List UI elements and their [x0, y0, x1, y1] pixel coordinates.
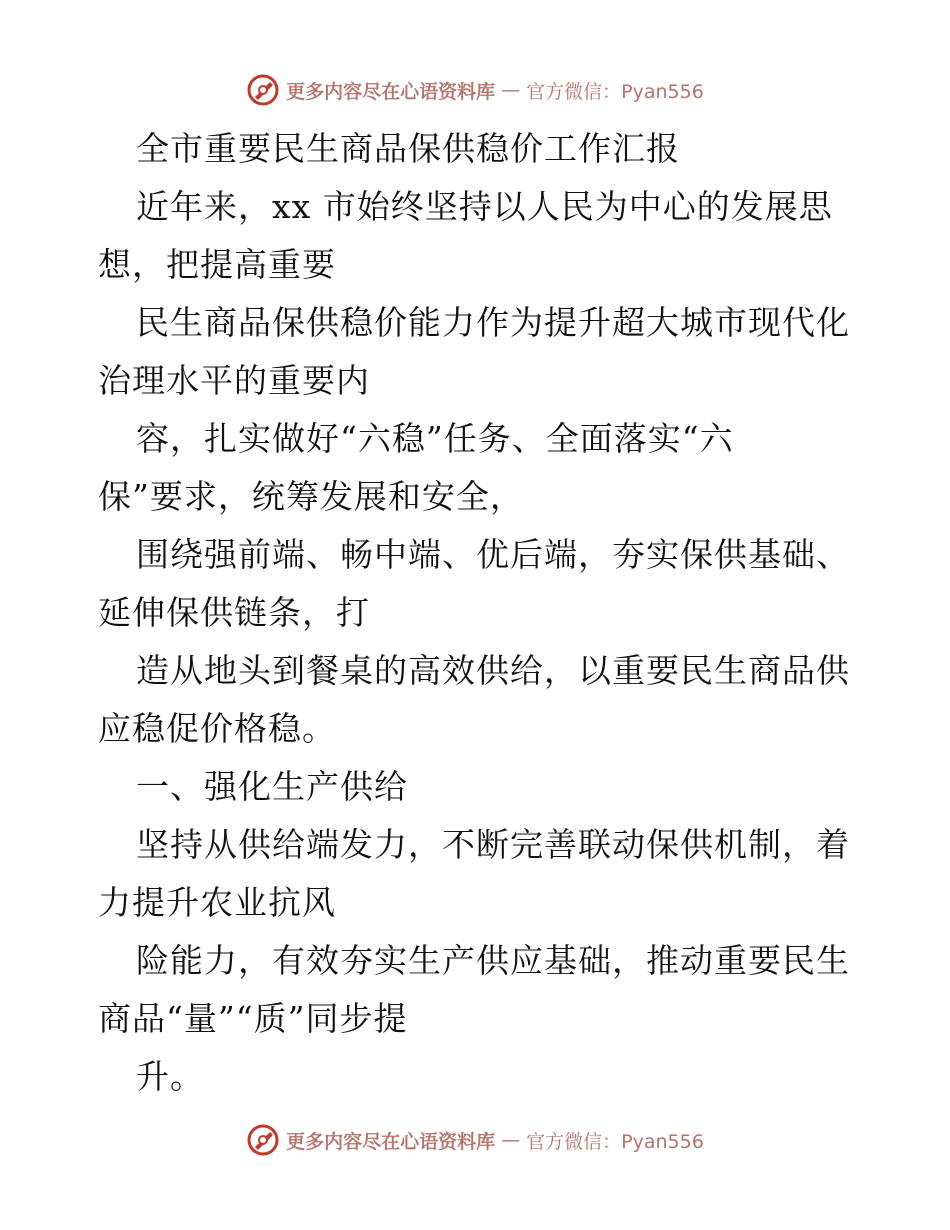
- paragraph-line: 近年来，xx 市始终坚持以人民为中心的发展思: [136, 187, 833, 226]
- watermark-wechat: 官方微信：Pyan556: [526, 80, 704, 103]
- paragraph-line: 升。: [136, 1057, 204, 1096]
- footer-watermark: [0, 1120, 950, 1160]
- watermark-separator: —: [501, 1129, 521, 1151]
- watermark-wechat: 官方微信：Pyan556: [526, 1130, 704, 1153]
- watermark-text: 更多内容尽在心语资料库: [286, 1130, 496, 1153]
- logo-icon: [246, 73, 280, 107]
- document-body: [98, 120, 858, 1106]
- paragraph-line: 容，扎实做好“六稳”任务、全面落实“六: [136, 419, 734, 458]
- watermark-text: 更多内容尽在心语资料库: [286, 80, 496, 103]
- paragraph-line: 延伸保供链条，打: [98, 593, 370, 632]
- paragraph-line: 围绕强前端、畅中端、优后端，夯实保供基础、: [136, 535, 850, 574]
- watermark-separator: —: [501, 79, 521, 101]
- paragraph-line: 险能力，有效夯实生产供应基础，推动重要民生: [136, 941, 850, 980]
- paragraph-line: 保”要求，统筹发展和安全，: [98, 477, 524, 516]
- paragraph-line: 想，把提高重要: [98, 245, 336, 284]
- logo-icon: [246, 1123, 280, 1157]
- paragraph-line: 坚持从供给端发力，不断完善联动保供机制，着: [136, 825, 850, 864]
- document-title: 全市重要民生商品保供稳价工作汇报: [136, 129, 680, 168]
- paragraph-line: 商品“量”“质”同步提: [98, 999, 408, 1038]
- paragraph-line: 民生商品保供稳价能力作为提升超大城市现代化: [136, 303, 850, 342]
- section-heading: 一、强化生产供给: [136, 767, 408, 806]
- paragraph-line: 造从地头到餐桌的高效供给，以重要民生商品供: [136, 651, 850, 690]
- paragraph-line: 应稳促价格稳。: [98, 709, 336, 748]
- header-watermark: [0, 70, 950, 110]
- paragraph-line: 治理水平的重要内: [98, 361, 370, 400]
- paragraph-line: 力提升农业抗风: [98, 883, 336, 922]
